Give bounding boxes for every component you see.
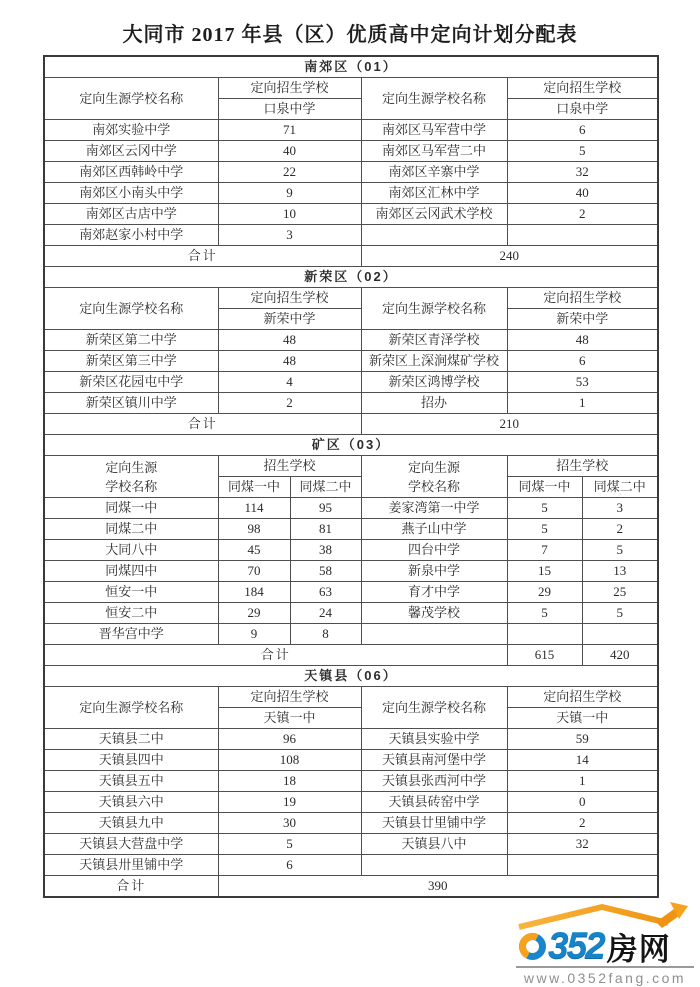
col-header-dest: 定向招生学校 (218, 288, 361, 309)
cell-plan-count: 48 (218, 330, 361, 351)
total-value: 420 (582, 645, 658, 666)
cell-source-school: 天镇县二中 (44, 729, 218, 750)
cell-plan-count: 38 (290, 540, 361, 561)
total-value: 615 (507, 645, 582, 666)
table-row (44, 666, 658, 687)
cell-source-school (361, 855, 507, 876)
cell-plan-count: 32 (507, 834, 658, 855)
cell-source-school: 天镇县九中 (44, 813, 218, 834)
cell-plan-count: 5 (582, 603, 658, 624)
table-row (44, 750, 658, 771)
col-header-dest: 定向招生学校 (507, 78, 658, 99)
logo-suffix: 房网 (606, 931, 671, 967)
cell-plan-count: 2 (218, 393, 361, 414)
table-row (44, 141, 658, 162)
cell-source-school: 招办 (361, 393, 507, 414)
cell-source-school: 南郊区马军营中学 (361, 120, 507, 141)
cell-source-school: 恒安二中 (44, 603, 218, 624)
site-logo (516, 900, 698, 986)
logo-digits: 352 (548, 925, 604, 966)
table-row (44, 876, 658, 898)
table-row (44, 78, 658, 99)
table-row (44, 645, 658, 666)
dest-school-header: 新荣中学 (507, 309, 658, 330)
cell-source-school: 四台中学 (361, 540, 507, 561)
cell-source-school: 姜家湾第一中学 (361, 498, 507, 519)
cell-plan-count: 4 (218, 372, 361, 393)
cell-source-school: 同煤二中 (44, 519, 218, 540)
table-row (44, 120, 658, 141)
cell-source-school: 新荣区镇川中学 (44, 393, 218, 414)
cell-plan-count: 2 (507, 204, 658, 225)
cell-source-school: 同煤四中 (44, 561, 218, 582)
cell-plan-count: 98 (218, 519, 290, 540)
col-header-source: 定向生源学校名称 (44, 78, 218, 120)
total-value: 390 (218, 876, 658, 898)
cell-source-school: 天镇县廿里铺中学 (361, 813, 507, 834)
cell-plan-count: 96 (218, 729, 361, 750)
cell-source-school: 新荣区青泽学校 (361, 330, 507, 351)
cell-source-school: 新荣区花园屯中学 (44, 372, 218, 393)
table-row (44, 267, 658, 288)
cell-plan-count: 19 (218, 792, 361, 813)
cell-plan-count: 29 (218, 603, 290, 624)
cell-source-school: 育才中学 (361, 582, 507, 603)
cell-source-school: 馨茂学校 (361, 603, 507, 624)
table-row (44, 498, 658, 519)
cell-source-school: 新荣区第三中学 (44, 351, 218, 372)
cell-source-school: 南郊区西韩岭中学 (44, 162, 218, 183)
cell-source-school (361, 624, 507, 645)
allocation-table (43, 55, 659, 898)
col-header-dest: 定向招生学校 (218, 78, 361, 99)
cell-plan-count: 59 (507, 729, 658, 750)
col-header-dest: 定向招生学校 (507, 288, 658, 309)
dest-school-header: 天镇一中 (218, 708, 361, 729)
cell-plan-count: 6 (218, 855, 361, 876)
table-row (44, 519, 658, 540)
cell-plan-count: 29 (507, 582, 582, 603)
cell-plan-count: 9 (218, 624, 290, 645)
logo-brand (516, 926, 698, 966)
cell-plan-count: 53 (507, 372, 658, 393)
cell-source-school: 南郊区云冈武术学校 (361, 204, 507, 225)
table-row (44, 435, 658, 456)
cell-plan-count: 2 (507, 813, 658, 834)
page-title: 大同市 2017 年县（区）优质高中定向计划分配表 (122, 24, 578, 46)
table-row (44, 792, 658, 813)
cell-plan-count: 1 (507, 771, 658, 792)
col-header-dest: 招生学校 (218, 456, 361, 477)
table-row (44, 855, 658, 876)
cell-source-school: 天镇县南河堡中学 (361, 750, 507, 771)
col-header-source-line: 学校名称 (407, 478, 460, 494)
dest-school-header: 同煤二中 (290, 477, 361, 498)
table-row (44, 834, 658, 855)
table-row (44, 372, 658, 393)
logo-url: www.0352fang.com (516, 966, 694, 986)
cell-source-school: 南郊区云冈中学 (44, 141, 218, 162)
cell-plan-count: 14 (507, 750, 658, 771)
col-header-dest: 定向招生学校 (218, 687, 361, 708)
table-row (44, 393, 658, 414)
cell-plan-count: 40 (507, 183, 658, 204)
section-title: 天镇县（06） (44, 666, 658, 687)
cell-source-school: 新泉中学 (361, 561, 507, 582)
cell-source-school: 天镇县卅里铺中学 (44, 855, 218, 876)
table-row (44, 729, 658, 750)
cell-plan-count: 0 (507, 792, 658, 813)
cell-plan-count: 48 (507, 330, 658, 351)
col-header-dest: 定向招生学校 (507, 687, 658, 708)
total-label: 合计 (44, 414, 361, 435)
cell-plan-count: 5 (507, 141, 658, 162)
dest-school-header: 天镇一中 (507, 708, 658, 729)
cell-source-school: 南郊区汇林中学 (361, 183, 507, 204)
dest-school-header: 新荣中学 (218, 309, 361, 330)
col-header-dest: 招生学校 (507, 456, 658, 477)
col-header-source: 定向生源学校名称 (361, 687, 507, 729)
cell-plan-count: 18 (218, 771, 361, 792)
cell-plan-count: 30 (218, 813, 361, 834)
cell-source-school (361, 225, 507, 246)
cell-source-school: 晋华宫中学 (44, 624, 218, 645)
cell-plan-count: 7 (507, 540, 582, 561)
dest-school-header: 口泉中学 (218, 99, 361, 120)
cell-source-school: 南郊区马军营二中 (361, 141, 507, 162)
cell-plan-count (507, 855, 658, 876)
cell-plan-count: 22 (218, 162, 361, 183)
cell-plan-count: 5 (507, 498, 582, 519)
table-row (44, 288, 658, 309)
col-header-source (361, 456, 507, 498)
cell-source-school: 天镇县六中 (44, 792, 218, 813)
cell-source-school: 南郊赵家小村中学 (44, 225, 218, 246)
col-header-source: 定向生源学校名称 (44, 687, 218, 729)
cell-source-school: 天镇县八中 (361, 834, 507, 855)
cell-plan-count: 48 (218, 351, 361, 372)
table-row (44, 582, 658, 603)
cell-plan-count: 108 (218, 750, 361, 771)
allocation-table-body (44, 56, 658, 897)
table-row (44, 813, 658, 834)
table-row (44, 204, 658, 225)
col-header-source: 定向生源学校名称 (361, 288, 507, 330)
total-label: 合计 (44, 246, 361, 267)
cell-source-school: 南郊区辛寨中学 (361, 162, 507, 183)
cell-plan-count: 70 (218, 561, 290, 582)
cell-source-school: 燕子山中学 (361, 519, 507, 540)
table-row (44, 540, 658, 561)
col-header-source: 定向生源学校名称 (44, 288, 218, 330)
table-row (44, 162, 658, 183)
col-header-source: 定向生源学校名称 (361, 78, 507, 120)
total-label: 合计 (44, 876, 218, 898)
cell-plan-count: 95 (290, 498, 361, 519)
cell-source-school: 新荣区鸿博学校 (361, 372, 507, 393)
cell-source-school: 天镇县大营盘中学 (44, 834, 218, 855)
cell-source-school: 新荣区上深涧煤矿学校 (361, 351, 507, 372)
table-row (44, 561, 658, 582)
table-row (44, 414, 658, 435)
dest-school-header: 口泉中学 (507, 99, 658, 120)
cell-plan-count: 8 (290, 624, 361, 645)
cell-source-school: 南郊区小南头中学 (44, 183, 218, 204)
cell-plan-count (507, 225, 658, 246)
cell-plan-count: 58 (290, 561, 361, 582)
col-header-source-line: 学校名称 (105, 478, 158, 494)
cell-plan-count: 71 (218, 120, 361, 141)
table-row (44, 225, 658, 246)
cell-source-school: 南郊区古店中学 (44, 204, 218, 225)
cell-plan-count: 6 (507, 351, 658, 372)
table-row (44, 351, 658, 372)
cell-plan-count: 32 (507, 162, 658, 183)
cell-plan-count: 81 (290, 519, 361, 540)
logo-zero-icon (519, 933, 546, 960)
cell-plan-count: 5 (218, 834, 361, 855)
table-row (44, 183, 658, 204)
cell-plan-count: 9 (218, 183, 361, 204)
section-title: 新荣区（02） (44, 267, 658, 288)
cell-plan-count: 6 (507, 120, 658, 141)
cell-plan-count: 63 (290, 582, 361, 603)
cell-plan-count: 24 (290, 603, 361, 624)
dest-school-header: 同煤一中 (507, 477, 582, 498)
cell-source-school: 新荣区第二中学 (44, 330, 218, 351)
cell-plan-count: 40 (218, 141, 361, 162)
table-row (44, 330, 658, 351)
cell-plan-count: 25 (582, 582, 658, 603)
cell-plan-count: 5 (582, 540, 658, 561)
dest-school-header: 同煤二中 (582, 477, 658, 498)
table-row (44, 456, 658, 477)
cell-plan-count: 15 (507, 561, 582, 582)
table-row (44, 246, 658, 267)
cell-plan-count (507, 624, 582, 645)
cell-plan-count: 3 (582, 498, 658, 519)
table-row (44, 624, 658, 645)
cell-plan-count: 5 (507, 603, 582, 624)
cell-source-school: 同煤一中 (44, 498, 218, 519)
cell-source-school: 天镇县实验中学 (361, 729, 507, 750)
table-row (44, 687, 658, 708)
cell-plan-count: 3 (218, 225, 361, 246)
col-header-source (44, 456, 218, 498)
cell-plan-count (582, 624, 658, 645)
col-header-source-line: 定向生源 (105, 459, 158, 475)
cell-plan-count: 1 (507, 393, 658, 414)
table-row (44, 56, 658, 78)
total-value: 240 (361, 246, 658, 267)
cell-plan-count: 114 (218, 498, 290, 519)
col-header-source-line: 定向生源 (407, 459, 460, 475)
cell-source-school: 天镇县张西河中学 (361, 771, 507, 792)
total-label: 合计 (44, 645, 507, 666)
cell-source-school: 恒安一中 (44, 582, 218, 603)
section-title: 矿区（03） (44, 435, 658, 456)
cell-plan-count: 13 (582, 561, 658, 582)
cell-plan-count: 10 (218, 204, 361, 225)
table-row (44, 771, 658, 792)
cell-plan-count: 184 (218, 582, 290, 603)
cell-plan-count: 45 (218, 540, 290, 561)
cell-plan-count: 2 (582, 519, 658, 540)
cell-source-school: 大同八中 (44, 540, 218, 561)
cell-source-school: 天镇县四中 (44, 750, 218, 771)
dest-school-header: 同煤一中 (218, 477, 290, 498)
cell-source-school: 天镇县砖窑中学 (361, 792, 507, 813)
cell-source-school: 南郊实验中学 (44, 120, 218, 141)
table-row (44, 603, 658, 624)
cell-plan-count: 5 (507, 519, 582, 540)
section-title: 南郊区（01） (44, 56, 658, 78)
cell-source-school: 天镇县五中 (44, 771, 218, 792)
total-value: 210 (361, 414, 658, 435)
